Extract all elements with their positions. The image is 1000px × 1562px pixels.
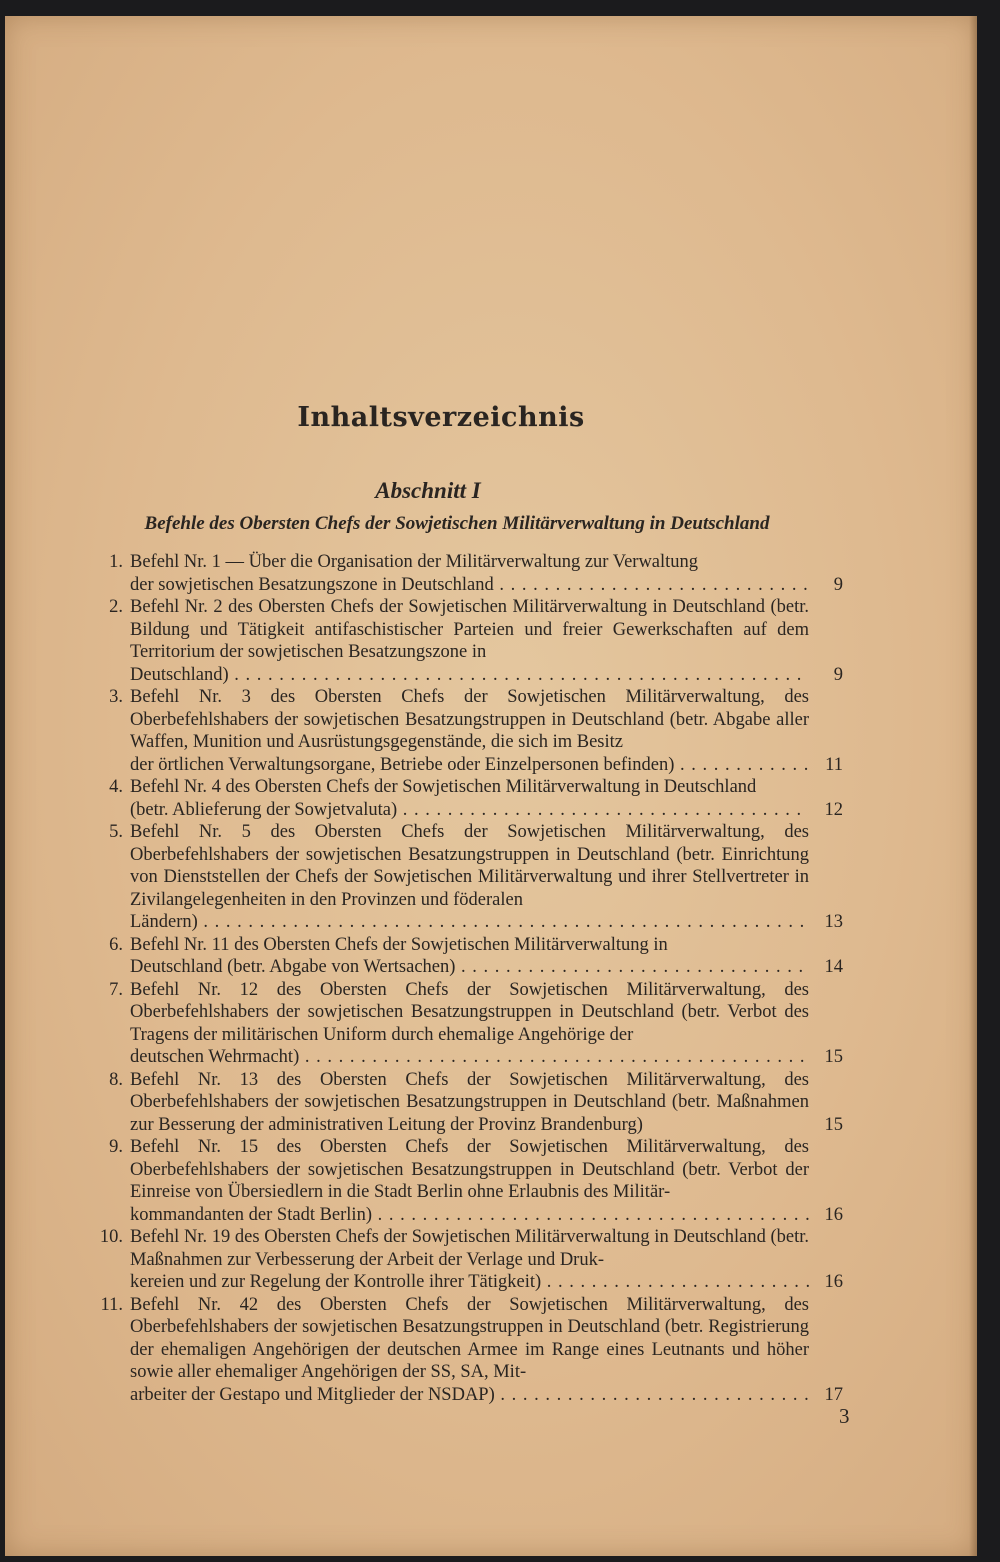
entry-text: Befehl Nr. 1 — Über die Organisation der Militärverwaltung zur Verwaltung	[130, 552, 699, 572]
entry-number: 8.	[109, 1069, 123, 1090]
entry-last-line: Ländern) . . .	[130, 911, 809, 934]
entry-number: 3.	[109, 687, 123, 707]
entry-page-number: 15	[824, 1114, 843, 1135]
entry-page-number: 14	[824, 957, 843, 977]
entry-last-line: der sowjetischen Besatzungszone in Deutschland . . .	[130, 574, 809, 597]
entry-last-line: deutschen Wehrmacht) . . .	[130, 1046, 809, 1069]
entry-last-line: der örtlichen Verwaltungsorgane, Betriebe oder Einzelpersonen befinden) . . .	[130, 754, 809, 777]
entry-text: Befehl Nr. 42 des Obersten Chefs der Sowjetischen Militärverwaltung, des Oberbefehlshabers der sowjetischen Besatzungstruppen in Deutschland (betr. Registrierung der ehemaligen Angehörigen der deutschen Armee im Range eines Leutnants und höher sowie aller ehemaliger Angehörigen der SS, SA, Mit-	[130, 1294, 809, 1382]
entry-number: 5.	[109, 822, 123, 842]
entry-last-line: Deutschland) . . .	[130, 664, 809, 687]
section-label: Abschnitt I	[375, 478, 481, 503]
entry-number: 6.	[109, 934, 123, 955]
entry-number: 1.	[109, 552, 123, 572]
entry-number: 11.	[100, 1294, 123, 1315]
entry-text: Befehl Nr. 5 des Obersten Chefs der Sowjetischen Militärverwaltung, des Oberbefehlshabers der sowjetischen Besatzungstruppen in Deutschland (betr. Einrichtung von Dienststellen der Chefs der Sowjetischen Militärverwaltung und ihrer Stellvertreter in Zivilangelegenheiten in den Provinzen und föderalen	[130, 822, 809, 910]
entry-last-line: arbeiter der Gestapo und Mitglieder der NSDAP) . . .	[130, 1384, 809, 1407]
toc-entry	[95, 686, 843, 776]
toc-entry	[95, 934, 843, 979]
entry-last-line: kommandanten der Stadt Berlin) . . .	[130, 1204, 809, 1227]
entry-text: Befehl Nr. 11 des Obersten Chefs der Sowjetischen Militärverwaltung in	[130, 934, 668, 955]
entry-text: Befehl Nr. 15 des Obersten Chefs der Sowjetischen Militärverwaltung, des Oberbefehlshabers der sowjetischen Besatzungstruppen in Deutschland (betr. Verbot der Einreise von Übersiedlern in die Stadt Berlin ohne Erlaubnis des Militär-	[130, 1137, 809, 1202]
toc-entry	[95, 551, 843, 596]
entry-text: Befehl Nr. 3 des Obersten Chefs der Sowjetischen Militärverwaltung, des Oberbefehlshabers der sowjetischen Besatzungstruppen in Deutschland (betr. Abgabe aller Waffen, Munition und Ausrüstungsgegenstände, die sich im Besitz	[130, 687, 809, 752]
entry-page-number: 9	[833, 664, 843, 685]
toc-entry	[95, 979, 843, 1069]
entry-text: Befehl Nr. 13 des Obersten Chefs der Sowjetischen Militärverwaltung, des Oberbefehlshabers der sowjetischen Besatzungstruppen in Deutschland (betr. Maßnahmen zur Besserung der administrativen Leitung der Provinz Brandenburg)	[130, 1069, 809, 1135]
entry-last-line: Deutschland (betr. Abgabe von Wertsachen) . . .	[130, 956, 809, 979]
entry-page-number: 13	[824, 912, 843, 932]
entry-number: 10.	[99, 1227, 123, 1247]
toc-entry	[95, 1294, 843, 1407]
toc-entry	[95, 1226, 843, 1294]
toc-entry	[95, 821, 843, 934]
entry-last-line: (betr. Ablieferung der Sowjetvaluta) . . .	[130, 799, 809, 822]
page-paper	[5, 16, 977, 1556]
entry-text: Befehl Nr. 4 des Obersten Chefs der Sowjetischen Militärverwaltung in Deutschland	[130, 777, 757, 797]
toc-entry	[95, 1136, 843, 1226]
entry-page-number: 12	[824, 799, 843, 820]
toc-list	[95, 551, 843, 1406]
toc-entry	[95, 776, 843, 821]
entry-page-number: 15	[824, 1047, 843, 1067]
entry-last-line: kereien und zur Regelung der Kontrolle ihrer Tätigkeit) . . .	[130, 1271, 809, 1294]
entry-text: Befehl Nr. 2 des Obersten Chefs der Sowjetischen Militärverwaltung in Deutschland (betr. Bildung und Tätigkeit antifaschistischer Parteien und freier Gewerkschaften auf dem Territorium der sowjetischen Besatzungszone in	[130, 597, 809, 662]
section-heading: Befehle des Obersten Chefs der Sowjetischen Militärverwaltung in Deutschland	[144, 513, 770, 534]
page-title: Inhaltsverzeichnis	[297, 402, 585, 433]
entry-page-number: 16	[824, 1272, 843, 1292]
entry-number: 9.	[109, 1137, 123, 1157]
entry-page-number: 17	[824, 1384, 843, 1405]
page-folio: 3	[839, 1404, 850, 1428]
entry-page-number: 16	[824, 1204, 843, 1225]
entry-number: 4.	[109, 777, 123, 797]
toc-entry	[95, 596, 843, 686]
page-edge	[969, 16, 977, 1556]
entry-number: 2.	[109, 597, 123, 617]
entry-page-number: 11	[825, 754, 843, 775]
toc-entry	[95, 1069, 843, 1137]
entry-number: 7.	[109, 979, 123, 1000]
entry-text: Befehl Nr. 19 des Obersten Chefs der Sowjetischen Militärverwaltung in Deutschland (betr. Maßnahmen zur Verbesserung der Arbeit der Verlage und Druk-	[130, 1227, 809, 1270]
entry-page-number: 9	[833, 574, 843, 595]
entry-text: Befehl Nr. 12 des Obersten Chefs der Sowjetischen Militärverwaltung, des Oberbefehlshabers der sowjetischen Besatzungstruppen in Deutschland (betr. Verbot des Tragens der militärischen Uniform durch ehemalige Angehörige der	[130, 979, 809, 1045]
